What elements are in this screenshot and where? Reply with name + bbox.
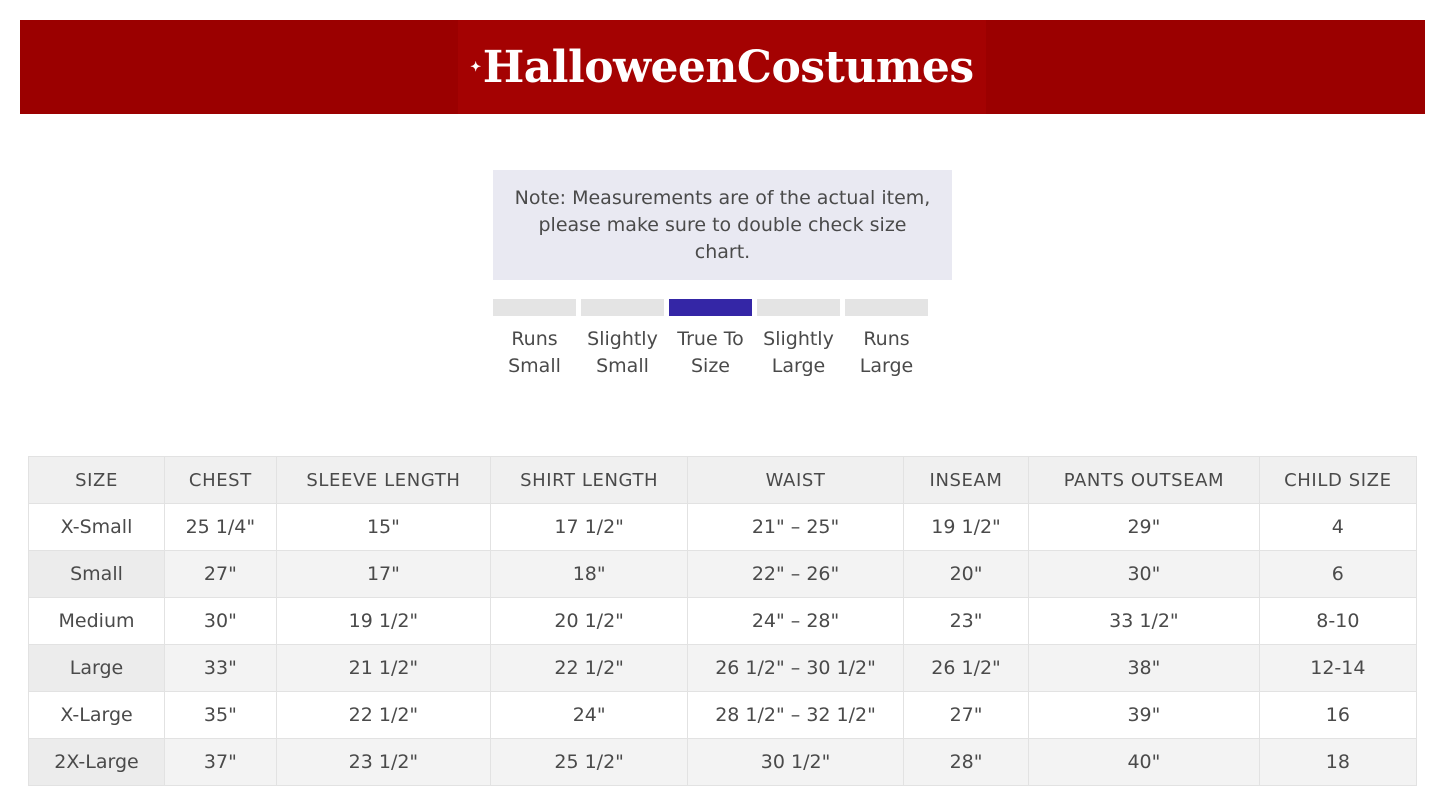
cell-shirt-length: 24" [491,692,688,739]
fit-label-runs-large: Runs Large [859,328,914,377]
cell-shirt-length: 17 1/2" [491,504,688,551]
fit-option-runs-small[interactable] [493,299,576,380]
cell-shirt-length: 25 1/2" [491,739,688,786]
cell-sleeve-length: 15" [276,504,490,551]
measurement-note-text: Note: Measurements are of the actual item, please make sure to double check size chart. [514,186,931,263]
cell-size: Small [29,551,165,598]
table-header-row [29,457,1417,504]
cell-sleeve-length: 17" [276,551,490,598]
brand-logo[interactable] [458,20,986,114]
cell-inseam: 28" [903,739,1028,786]
cell-child-size: 6 [1259,551,1416,598]
table-row [29,692,1417,739]
cell-inseam: 23" [903,598,1028,645]
fit-label-slightly-small: Slightly Small [587,328,658,377]
cell-chest: 37" [165,739,277,786]
table-row [29,739,1417,786]
fit-bar-runs-small [493,299,576,316]
cell-child-size: 12-14 [1259,645,1416,692]
cell-sleeve-length: 21 1/2" [276,645,490,692]
cell-pants-outseam: 39" [1029,692,1260,739]
brand-name: HalloweenCostumes [482,41,974,93]
cell-waist: 22" – 26" [688,551,904,598]
cell-child-size: 8-10 [1259,598,1416,645]
cell-sleeve-length: 23 1/2" [276,739,490,786]
column-header-shirt-length: SHIRT LENGTH [491,457,688,504]
cell-waist: 21" – 25" [688,504,904,551]
cell-pants-outseam: 40" [1029,739,1260,786]
fit-option-runs-large[interactable] [845,299,928,380]
cell-child-size: 18 [1259,739,1416,786]
table-row [29,598,1417,645]
cell-sleeve-length: 22 1/2" [276,692,490,739]
cell-child-size: 4 [1259,504,1416,551]
cell-shirt-length: 18" [491,551,688,598]
fit-option-true-to-size[interactable] [669,299,752,380]
cell-inseam: 19 1/2" [903,504,1028,551]
cell-chest: 27" [165,551,277,598]
cell-size: Medium [29,598,165,645]
fit-label-runs-small: Runs Small [508,328,561,377]
cell-waist: 26 1/2" – 30 1/2" [688,645,904,692]
cell-waist: 30 1/2" [688,739,904,786]
cell-inseam: 20" [903,551,1028,598]
column-header-pants-outseam: PANTS OUTSEAM [1029,457,1260,504]
cell-inseam: 26 1/2" [903,645,1028,692]
measurement-note-box [493,170,952,280]
cell-chest: 33" [165,645,277,692]
fit-bar-slightly-large [757,299,840,316]
cell-chest: 30" [165,598,277,645]
cell-pants-outseam: 38" [1029,645,1260,692]
column-header-child-size: CHILD SIZE [1259,457,1416,504]
fit-bar-runs-large [845,299,928,316]
table-row [29,504,1417,551]
fit-option-slightly-small[interactable] [581,299,664,380]
column-header-sleeve-length: SLEEVE LENGTH [276,457,490,504]
cell-waist: 28 1/2" – 32 1/2" [688,692,904,739]
fit-scale [493,299,952,380]
cell-size: X-Small [29,504,165,551]
fit-label-true-to-size: True To Size [677,328,744,377]
column-header-inseam: INSEAM [903,457,1028,504]
cell-child-size: 16 [1259,692,1416,739]
size-chart-table [28,456,1417,786]
cell-size: 2X-Large [29,739,165,786]
fit-bar-slightly-small [581,299,664,316]
cell-size: Large [29,645,165,692]
cell-shirt-length: 22 1/2" [491,645,688,692]
cell-pants-outseam: 33 1/2" [1029,598,1260,645]
cell-pants-outseam: 30" [1029,551,1260,598]
cell-inseam: 27" [903,692,1028,739]
cell-chest: 35" [165,692,277,739]
cell-shirt-length: 20 1/2" [491,598,688,645]
fit-label-slightly-large: Slightly Large [763,328,834,377]
fit-bar-true-to-size [669,299,752,316]
cell-waist: 24" – 28" [688,598,904,645]
column-header-chest: CHEST [165,457,277,504]
sparkle-icon: ✦ [470,59,481,75]
cell-chest: 25 1/4" [165,504,277,551]
column-header-size: SIZE [29,457,165,504]
table-row [29,645,1417,692]
cell-size: X-Large [29,692,165,739]
column-header-waist: WAIST [688,457,904,504]
fit-option-slightly-large[interactable] [757,299,840,380]
cell-pants-outseam: 29" [1029,504,1260,551]
cell-sleeve-length: 19 1/2" [276,598,490,645]
table-row [29,551,1417,598]
